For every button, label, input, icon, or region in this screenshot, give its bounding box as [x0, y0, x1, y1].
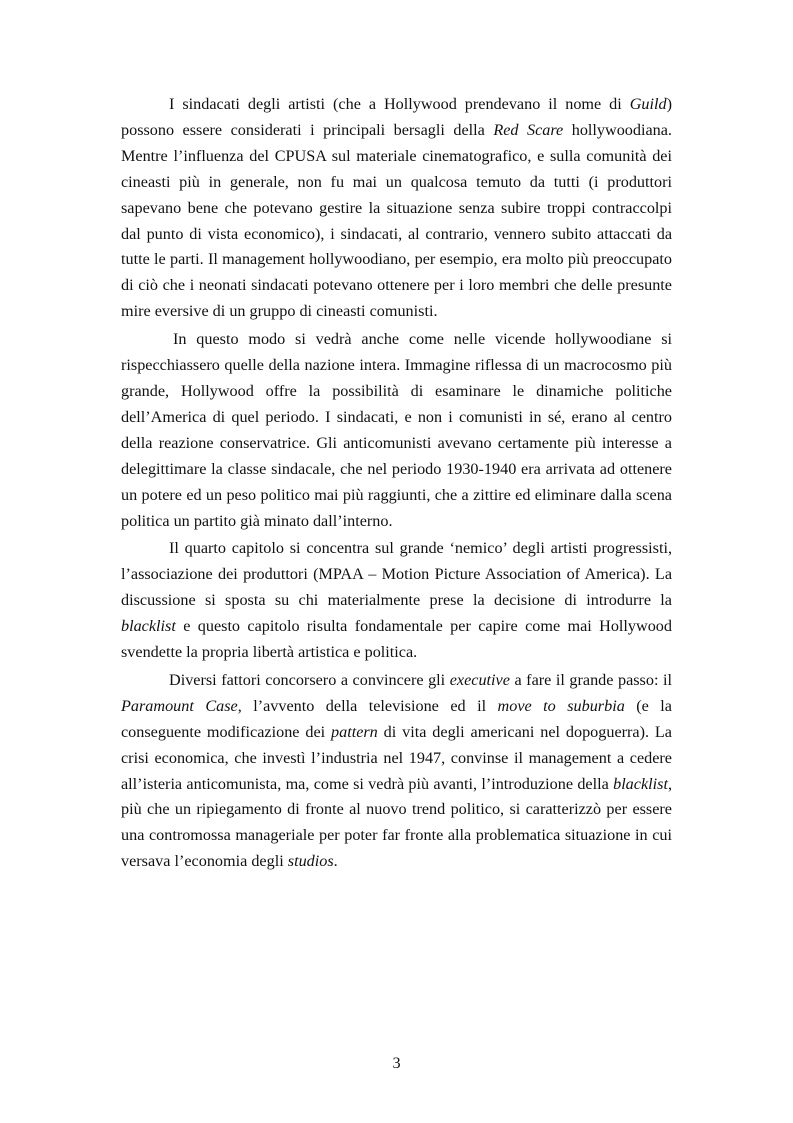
- italic-text-run: executive: [449, 670, 510, 689]
- text-run: Diversi fattori concorsero a convincere gli: [169, 670, 450, 689]
- text-run: , più che un ripiegamento di fronte al nuovo trend politico, si caratterizzò per essere una contromossa manageriale per poter far fronte alla problematica situazione in cui versava l’economia degli: [121, 774, 672, 871]
- text-run: I sindacati degli artisti (che a Hollywood prendevano il nome di: [169, 95, 630, 113]
- italic-text-run: blacklist: [121, 617, 176, 636]
- paragraph-3: [121, 536, 672, 666]
- text-run: ) possono essere considerati i principali bersagli della: [121, 95, 672, 139]
- italic-text-run: Red Scare: [493, 120, 564, 139]
- page-number: 3: [392, 1054, 401, 1072]
- italic-text-run: pattern: [331, 722, 378, 741]
- italic-text-run: studios: [287, 852, 334, 871]
- paragraph-2: [121, 327, 672, 534]
- text-run: di vita degli americani nel dopoguerra). La crisi economica, che investì l’industria nel 1947, convinse il management a cedere all’isteria anticomunista, ma, come si vedrà più avanti, l’introduzione della: [121, 722, 672, 793]
- document-page: [121, 92, 672, 875]
- text-run: hollywoodiana. Mentre l’influenza del CPUSA sul materiale cinematografico, e sulla comunità dei cineasti più in generale, non fu mai un qualcosa temuto da tutti (i produttori sapevano bene che potevano gestire la situazione senza subire troppi contraccolpi dal punto di vista economico), i sindacati, al contrario, vennero subito attaccati da tutte le parti. Il management hollywoodiano, per esempio, era molto più preoccupato di ciò che i neonati sindacati potevano ottenere per i loro membri che delle presunte mire eversive di un gruppo di cineasti comunisti.: [121, 120, 672, 321]
- italic-text-run: Paramount Case: [121, 696, 238, 715]
- text-run: e questo capitolo risulta fondamentale per capire come mai Hollywood svendette la propria libertà artistica e politica.: [121, 617, 672, 662]
- text-run: a fare il grande passo: il: [509, 670, 672, 689]
- italic-text-run: move to suburbia: [497, 696, 625, 715]
- paragraph-4: [121, 668, 672, 875]
- text-run: .: [333, 852, 338, 871]
- text-run: Il quarto capitolo si concentra sul grande ‘nemico’ degli artisti progressisti, l’associazione dei produttori (MPAA – Motion Picture Association of America). La discussione si sposta su chi materialmente prese la decisione di introdurre la: [121, 539, 672, 610]
- italic-text-run: Guild: [629, 95, 667, 113]
- text-run: (e la conseguente modificazione dei: [121, 696, 672, 741]
- italic-text-run: blacklist: [613, 774, 668, 793]
- text-run: , l’avvento della televisione ed il: [237, 696, 498, 715]
- text-run: In questo modo si vedrà anche come nelle vicende hollywoodiane si rispecchiassero quelle della nazione intera. Immagine riflessa di un macrocosmo più grande, Hollywood offre la possibilità di esaminare le dinamiche politiche dell’America di quel periodo. I sindacati, e non i comunisti in sé, erano al centro della reazione conservatrice. Gli anticomunisti avevano certamente più interesse a delegittimare la classe sindacale, che nel periodo 1930-1940 era arrivata ad ottenere un potere ed un peso politico mai più raggiunti, che a zittire ed eliminare dalla scena politica un partito già minato dall’interno.: [121, 330, 672, 530]
- paragraph-1: [121, 92, 672, 325]
